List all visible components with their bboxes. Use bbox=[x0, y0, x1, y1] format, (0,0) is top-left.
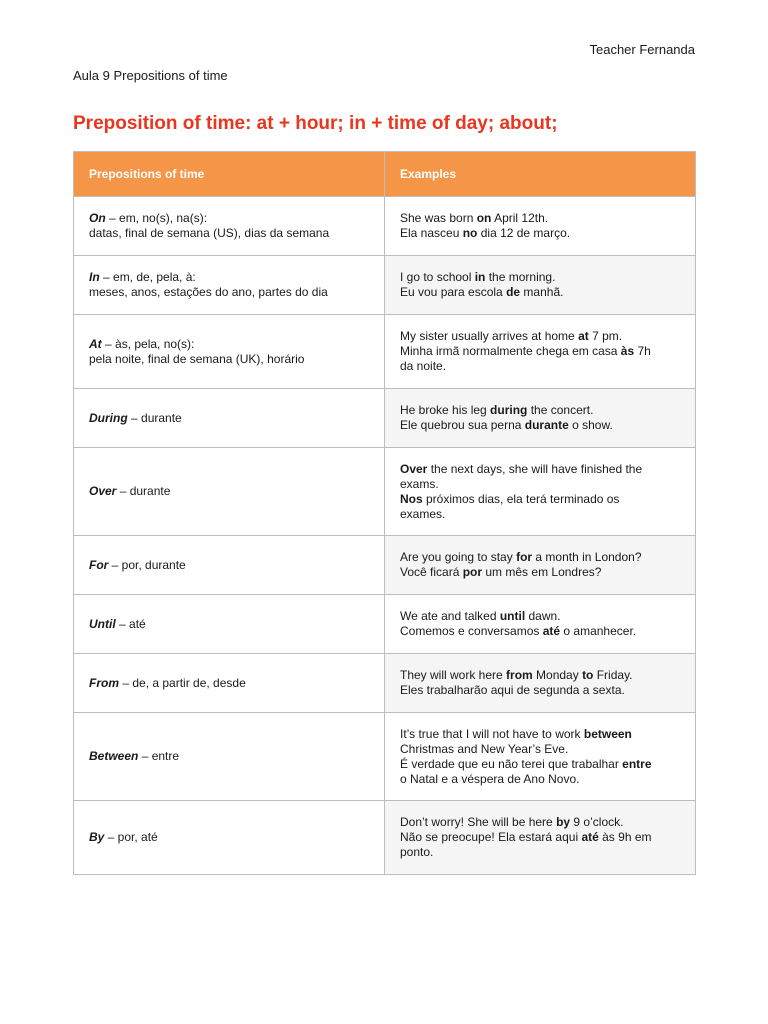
table-row bbox=[74, 197, 696, 256]
text-segment: She was born bbox=[400, 211, 477, 225]
example-cell bbox=[385, 536, 696, 595]
keyword-text: Nos bbox=[400, 491, 423, 506]
text-segment: I go to school bbox=[400, 270, 475, 284]
text-segment: the concert. bbox=[527, 403, 594, 417]
keyword-text: By bbox=[89, 830, 105, 844]
example-cell bbox=[385, 654, 696, 713]
example-line bbox=[400, 565, 680, 580]
text-segment: Não se preocupe! Ela estará aqui bbox=[400, 830, 582, 844]
preposition-line bbox=[89, 830, 369, 845]
text-segment: Are you going to stay bbox=[400, 550, 517, 564]
example-line bbox=[400, 403, 680, 418]
text-segment: – durante bbox=[127, 410, 182, 425]
preposition-line bbox=[89, 226, 369, 241]
keyword-text: até bbox=[581, 830, 599, 844]
example-line bbox=[400, 845, 680, 860]
keyword-text: from bbox=[506, 668, 533, 682]
example-line bbox=[400, 462, 680, 477]
table-row bbox=[74, 389, 696, 448]
text-segment: manhã. bbox=[520, 285, 564, 299]
keyword-text: Between bbox=[89, 749, 139, 763]
table-row bbox=[74, 654, 696, 713]
example-cell bbox=[385, 713, 696, 801]
example-line bbox=[400, 507, 680, 522]
text-segment: Você ficará bbox=[400, 565, 463, 579]
example-line bbox=[400, 683, 680, 698]
preposition-line bbox=[89, 411, 369, 426]
text-segment: – durante bbox=[116, 484, 171, 498]
keyword-text: Over bbox=[89, 484, 117, 498]
text-segment: the next days, she will have finished the bbox=[427, 461, 643, 476]
text-segment: They will work here bbox=[400, 668, 507, 682]
text-segment: Don’t worry! She will be here bbox=[400, 815, 557, 829]
table-row bbox=[74, 315, 696, 389]
preposition-line bbox=[89, 558, 369, 573]
text-segment: meses, anos, estações do ano, partes do dia bbox=[89, 285, 328, 299]
preposition-cell bbox=[74, 801, 385, 875]
text-segment: 7h bbox=[634, 344, 651, 358]
preposition-cell bbox=[74, 595, 385, 654]
example-cell bbox=[385, 801, 696, 875]
example-line bbox=[400, 226, 680, 241]
keyword-text: às bbox=[620, 344, 635, 358]
example-cell bbox=[385, 197, 696, 256]
example-cell bbox=[385, 256, 696, 315]
text-segment: Monday bbox=[532, 668, 583, 682]
text-segment: ponto. bbox=[400, 845, 434, 859]
keyword-text: on bbox=[476, 211, 492, 225]
text-segment: April 12th. bbox=[491, 211, 549, 225]
table-body bbox=[74, 197, 696, 875]
text-segment: My sister usually arrives at home bbox=[400, 329, 579, 343]
preposition-line bbox=[89, 285, 369, 300]
example-line bbox=[400, 477, 680, 492]
example-line bbox=[400, 492, 680, 507]
keyword-text: for bbox=[516, 550, 533, 564]
text-segment: – até bbox=[115, 616, 146, 631]
keyword-text: From bbox=[89, 675, 119, 690]
keyword-text: no bbox=[462, 226, 478, 240]
keyword-text: Over bbox=[400, 461, 428, 476]
preposition-cell bbox=[74, 713, 385, 801]
example-line bbox=[400, 830, 680, 845]
text-segment: o amanhecer. bbox=[560, 624, 637, 638]
example-line bbox=[400, 815, 680, 830]
keyword-text: In bbox=[89, 270, 100, 284]
preposition-line bbox=[89, 211, 369, 226]
text-segment: – em, no(s), na(s): bbox=[105, 211, 208, 225]
example-line bbox=[400, 285, 680, 300]
example-line bbox=[400, 211, 680, 226]
keyword-text: during bbox=[490, 403, 528, 417]
preposition-cell bbox=[74, 654, 385, 713]
text-segment: às 9h em bbox=[598, 830, 652, 844]
text-segment: exames. bbox=[400, 506, 446, 521]
text-segment: Friday. bbox=[593, 668, 633, 682]
keyword-text: At bbox=[89, 336, 102, 351]
example-line bbox=[400, 418, 680, 433]
text-segment: Eu vou para escola bbox=[400, 285, 507, 299]
keyword-text: During bbox=[89, 410, 128, 425]
example-line bbox=[400, 550, 680, 565]
keyword-text: For bbox=[89, 557, 109, 572]
preposition-line bbox=[89, 676, 369, 691]
example-line bbox=[400, 742, 680, 757]
keyword-text: Until bbox=[89, 616, 116, 631]
keyword-text: por bbox=[462, 565, 483, 579]
example-line bbox=[400, 359, 680, 374]
text-segment: Ele quebrou sua perna bbox=[400, 418, 525, 432]
keyword-text: in bbox=[474, 270, 486, 284]
example-cell bbox=[385, 389, 696, 448]
text-segment: Minha irmã normalmente chega em casa bbox=[400, 344, 621, 358]
preposition-cell bbox=[74, 256, 385, 315]
column-header-examples: Examples bbox=[385, 152, 696, 197]
preposition-cell bbox=[74, 448, 385, 536]
text-segment: He broke his leg bbox=[400, 403, 491, 417]
table-row bbox=[74, 448, 696, 536]
text-segment: Christmas and New Year’s Eve. bbox=[400, 741, 569, 756]
example-line bbox=[400, 757, 680, 772]
keyword-text: between bbox=[583, 726, 632, 741]
example-cell bbox=[385, 315, 696, 389]
example-line bbox=[400, 329, 680, 344]
example-line bbox=[400, 270, 680, 285]
text-segment: – às, pela, no(s): bbox=[101, 336, 195, 351]
text-segment: Eles trabalharão aqui de segunda a sexta. bbox=[400, 683, 625, 697]
keyword-text: by bbox=[556, 815, 571, 829]
table-header-row bbox=[74, 152, 696, 197]
preposition-cell bbox=[74, 389, 385, 448]
text-segment: We ate and talked bbox=[400, 609, 500, 623]
example-line bbox=[400, 624, 680, 639]
text-segment: próximos dias, ela terá terminado os bbox=[422, 491, 620, 506]
text-segment: the morning. bbox=[485, 270, 556, 284]
table-row bbox=[74, 595, 696, 654]
keyword-text: até bbox=[542, 624, 561, 638]
column-header-prepositions: Prepositions of time bbox=[74, 152, 385, 197]
keyword-text: entre bbox=[622, 756, 652, 771]
preposition-cell bbox=[74, 536, 385, 595]
keyword-text: On bbox=[89, 211, 106, 225]
keyword-text: de bbox=[506, 285, 521, 299]
example-line bbox=[400, 609, 680, 624]
text-segment: dia 12 de março. bbox=[477, 226, 571, 240]
example-cell bbox=[385, 595, 696, 654]
keyword-text: durante bbox=[524, 418, 569, 432]
text-segment: – entre bbox=[138, 749, 180, 763]
text-segment: Comemos e conversamos bbox=[400, 624, 543, 638]
preposition-line bbox=[89, 749, 369, 764]
preposition-line bbox=[89, 484, 369, 499]
text-segment: 7 pm. bbox=[588, 329, 623, 343]
table-row bbox=[74, 256, 696, 315]
example-line bbox=[400, 772, 680, 787]
text-segment: um mês em Londres? bbox=[482, 565, 602, 579]
text-segment: – por, até bbox=[104, 830, 158, 844]
example-line bbox=[400, 344, 680, 359]
text-segment: exams. bbox=[400, 476, 439, 491]
teacher-name: Teacher Fernanda bbox=[589, 42, 695, 57]
keyword-text: until bbox=[499, 609, 526, 623]
text-segment: It’s true that I will not have to work bbox=[400, 726, 584, 741]
text-segment: – em, de, pela, à: bbox=[99, 270, 196, 284]
text-segment: dawn. bbox=[525, 609, 561, 623]
preposition-line bbox=[89, 270, 369, 285]
text-segment: o Natal e a véspera de Ano Novo. bbox=[400, 771, 580, 786]
table-row bbox=[74, 713, 696, 801]
prepositions-table bbox=[73, 151, 696, 875]
page-title: Preposition of time: at + hour; in + time of day; about; bbox=[73, 113, 558, 134]
preposition-cell bbox=[74, 315, 385, 389]
keyword-text: to bbox=[582, 668, 594, 682]
example-cell bbox=[385, 448, 696, 536]
lesson-title: Aula 9 Prepositions of time bbox=[73, 68, 228, 83]
example-line bbox=[400, 727, 680, 742]
text-segment: o show. bbox=[568, 418, 613, 432]
preposition-cell bbox=[74, 197, 385, 256]
table-row bbox=[74, 536, 696, 595]
text-segment: 9 o’clock. bbox=[570, 815, 624, 829]
text-segment: – de, a partir de, desde bbox=[119, 675, 246, 690]
preposition-line bbox=[89, 617, 369, 632]
preposition-line bbox=[89, 352, 369, 367]
preposition-line bbox=[89, 337, 369, 352]
text-segment: a month in London? bbox=[532, 550, 642, 564]
text-segment: – por, durante bbox=[108, 557, 186, 572]
text-segment: Ela nasceu bbox=[400, 226, 463, 240]
example-line bbox=[400, 668, 680, 683]
text-segment: pela noite, final de semana (UK), horário bbox=[89, 351, 305, 366]
text-segment: datas, final de semana (US), dias da semana bbox=[89, 226, 330, 240]
text-segment: É verdade que eu não terei que trabalhar bbox=[400, 756, 623, 771]
keyword-text: at bbox=[578, 329, 589, 343]
table-row bbox=[74, 801, 696, 875]
text-segment: da noite. bbox=[400, 359, 447, 373]
